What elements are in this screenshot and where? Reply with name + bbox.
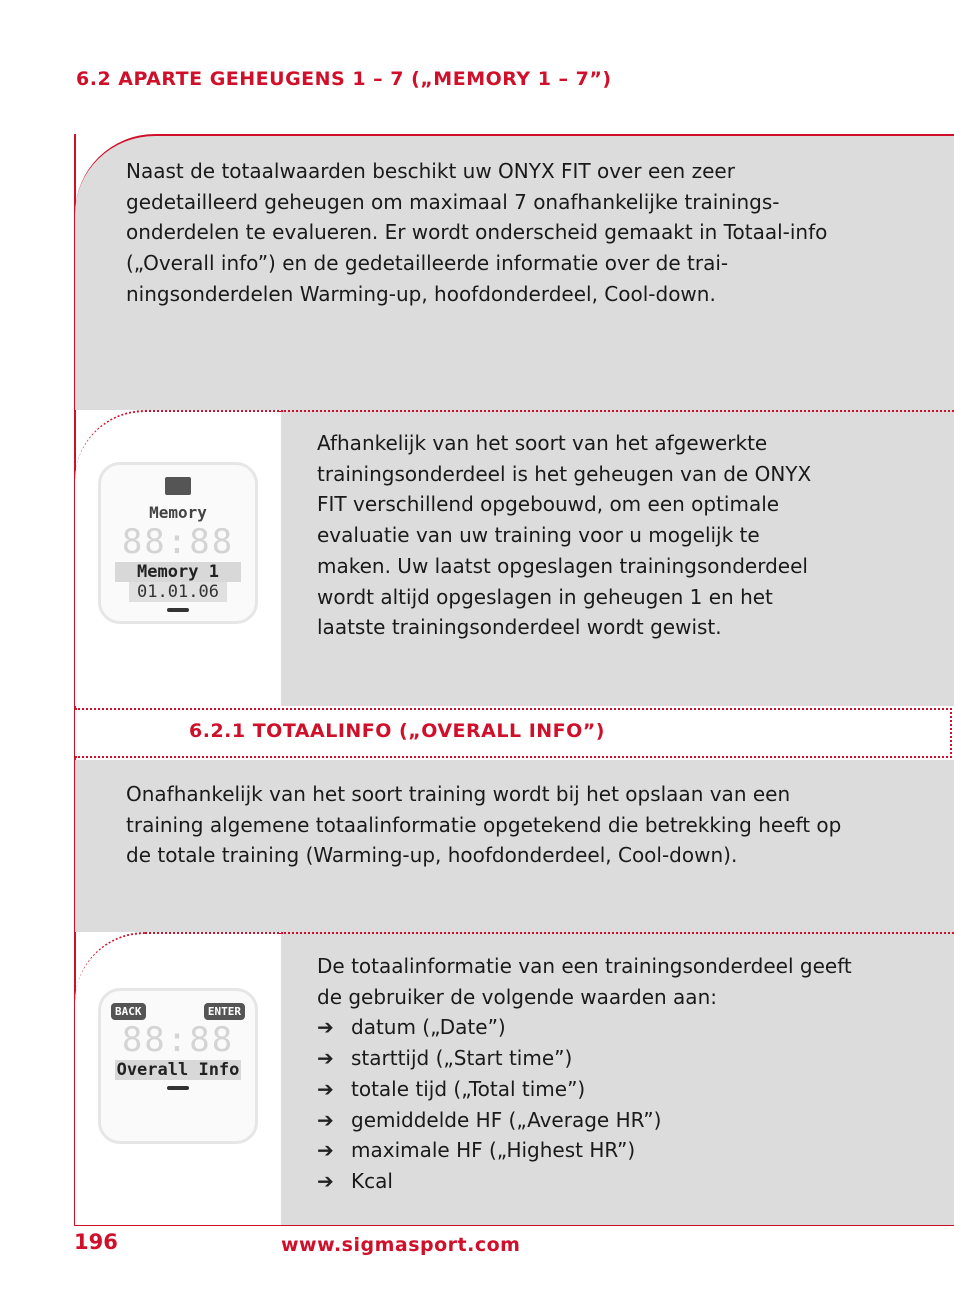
overall-paragraph: Onafhankelijk van het soort training wordt bij het opslaan van een training algemene totaalinformatie opgetekend die betrekking heeft op de totale training (Warming-up, hoofdonderdeel, Cool-down). [126,782,842,868]
memory-icon [165,477,191,495]
device-date: 01.01.06 [129,582,227,602]
list-item: ➔ totale tijd („Total time”) [317,1074,877,1105]
values-block [317,951,877,1197]
device-digits: 88:88 [121,1020,235,1060]
arrow-icon: ➔ [317,1015,334,1040]
list-item: ➔ Kcal [317,1166,877,1197]
device-title: Overall Info [116,1060,240,1080]
device-back-button: BACK [111,1003,146,1020]
subsection-title: 6.2.1 TOTAALINFO („OVERALL INFO”) [189,720,605,742]
arrow-icon: ➔ [317,1046,334,1071]
values-list [317,1012,877,1196]
arrow-icon: ➔ [317,1138,334,1163]
list-item: ➔ maximale HF („Highest HR”) [317,1135,877,1166]
indicator-icon [167,1086,189,1090]
indicator-icon [167,608,189,612]
list-item: ➔ datum („Date”) [317,1012,877,1043]
memory-paragraph: Afhankelijk van het soort van het afgewerkte trainingsonderdeel is het geheugen van de ONYX FIT verschillend opgebouwd, om een optimale evaluatie van uw training voor u mogelijk te maken. Uw laatst opgeslagen trainingsonderdeel wordt altijd opgeslagen in geheugen 1 en het laatste trainingsonderdeel wordt gewist. [317,431,812,640]
overall-device-display [98,988,258,1144]
device-enter-button: ENTER [204,1003,245,1020]
values-intro: De totaalinformatie van een trainingsonderdeel geeft de gebruiker de volgende waarden aan: [317,954,852,1009]
arrow-icon: ➔ [317,1168,334,1193]
device-label: Memory [149,503,207,522]
memory-device-display [98,462,258,624]
arrow-icon: ➔ [317,1107,334,1132]
list-item: ➔ starttijd („Start time”) [317,1043,877,1074]
arrow-icon: ➔ [317,1076,334,1101]
device-digits: 88:88 [121,522,235,562]
footer-url: www.sigmasport.com [281,1234,521,1256]
section-title: 6.2 APARTE GEHEUGENS 1 – 7 („MEMORY 1 – 7”) [76,68,612,90]
list-item: ➔ gemiddelde HF („Average HR”) [317,1105,877,1136]
intro-paragraph: Naast de totaalwaarden beschikt uw ONYX FIT over een zeer gedetailleerd geheugen om maximaal 7 onafhankelijke trainings-onderdelen te evalueren. Er wordt onderscheid gemaakt in Totaal-info („Overall info”) en de gedetailleerde informatie over de trai-ningsonderdelen Warming-up, hoofdonderdeel, Cool-down. [126,159,828,306]
device-title: Memory 1 [115,562,241,582]
page-number: 196 [74,1230,118,1254]
